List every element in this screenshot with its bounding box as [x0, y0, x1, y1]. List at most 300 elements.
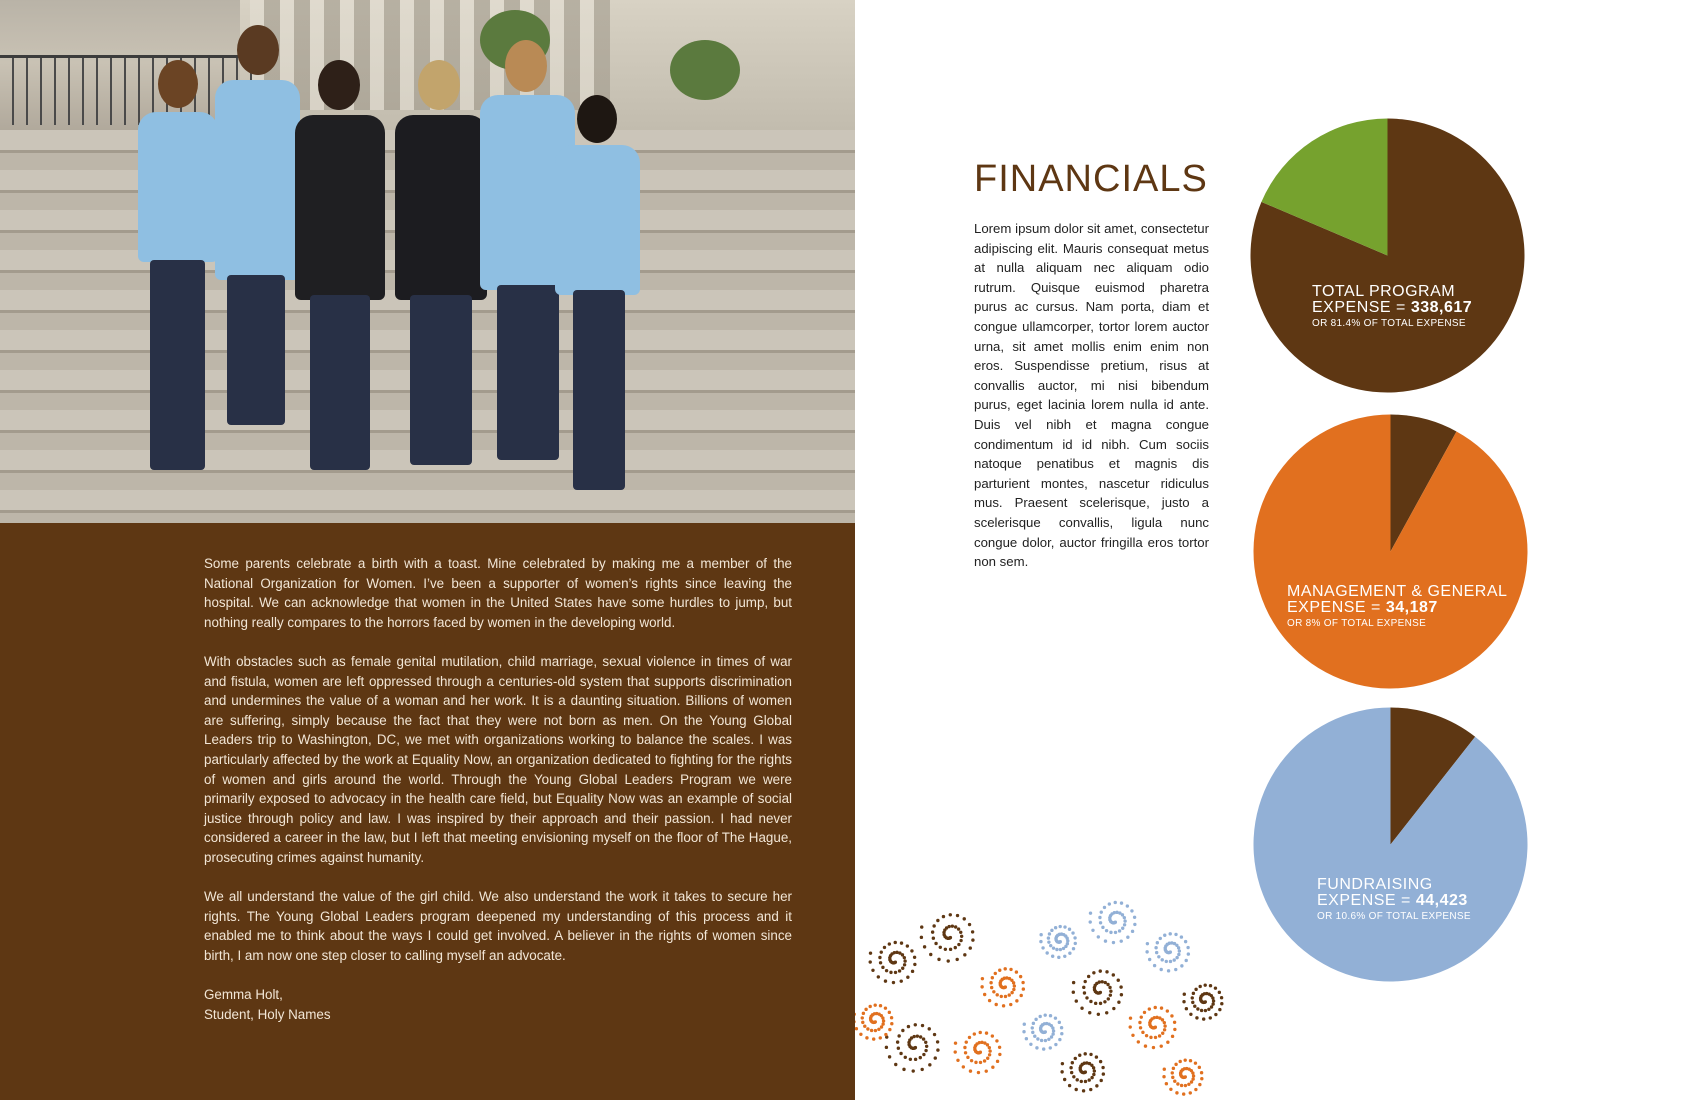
- swirl-dot: [877, 1028, 880, 1031]
- swirl-dot: [986, 1043, 989, 1046]
- swirl-dot: [1112, 941, 1115, 944]
- swirl-dot: [1090, 1076, 1093, 1079]
- swirl-dot: [906, 944, 909, 947]
- swirl-dot: [1112, 973, 1115, 976]
- swirl-dot: [1058, 1038, 1061, 1041]
- swirl-dot: [1072, 1075, 1075, 1078]
- swirl-dot: [1133, 916, 1136, 919]
- swirl-dot: [1220, 996, 1223, 999]
- pie-label: [1312, 284, 1472, 329]
- swirl-dot: [1174, 1063, 1177, 1066]
- swirl-dot: [1034, 1018, 1037, 1021]
- swirl-dot: [1088, 1078, 1091, 1081]
- swirl-dot: [1176, 1082, 1179, 1085]
- swirl-dot: [888, 1011, 891, 1014]
- swirl-dot: [963, 953, 966, 956]
- swirl-dot: [957, 943, 960, 946]
- swirl-dot: [954, 925, 957, 928]
- swirl-dot: [1054, 1043, 1057, 1046]
- swirl-dot: [931, 930, 934, 933]
- pie-value-label: 34,187: [1385, 599, 1438, 616]
- swirl-dot: [1054, 926, 1057, 929]
- swirl-dot: [1060, 1026, 1063, 1029]
- swirl-dot: [944, 948, 947, 951]
- swirl-dot: [1191, 1077, 1194, 1080]
- swirl-dot: [1084, 1080, 1087, 1083]
- swirl-dot: [1166, 1041, 1169, 1044]
- swirl-dot: [1178, 949, 1181, 952]
- swirl-dot: [1167, 969, 1170, 972]
- swirl-dot: [1031, 1026, 1034, 1029]
- swirl-dot: [1092, 971, 1095, 974]
- swirl-dot: [1141, 1031, 1144, 1034]
- swirl-dot: [924, 1041, 927, 1044]
- swirl-dot: [969, 946, 972, 949]
- swirl-dot: [939, 946, 942, 949]
- swirl-dot: [1183, 992, 1186, 995]
- swirl-dot: [894, 941, 897, 944]
- swirl-dot: [1154, 946, 1157, 949]
- swirl-dot: [1107, 997, 1110, 1000]
- swirl-dot: [934, 942, 937, 945]
- swirl-dot: [888, 942, 891, 945]
- story-paragraph: Some parents celebrate a birth with a toast. Mine celebrated by making me a member of the National Organization for Women. I’ve been a supporter of women’s rights since leaving the hospital. We can acknowledge that women in the United States have some hurdles to jump, but nothing really compares to the horrors faced by women in the developing world.: [204, 556, 792, 630]
- swirl-dot: [863, 1025, 866, 1028]
- swirl-dot: [1123, 919, 1126, 922]
- swirl-dot: [859, 1033, 862, 1036]
- swirl-dot: [932, 937, 935, 940]
- swirl-dot: [1075, 1088, 1078, 1091]
- swirl-dot: [1148, 1007, 1151, 1010]
- swirl-dot: [1009, 1003, 1012, 1006]
- swirl-dot: [911, 970, 914, 973]
- swirl-dot: [1040, 1039, 1043, 1042]
- swirl-dot: [1089, 920, 1092, 923]
- swirl-dot: [1189, 1091, 1192, 1094]
- swirl-dot: [1184, 1058, 1187, 1061]
- swirl-dot: [1029, 1043, 1032, 1046]
- swirl-dot: [1108, 902, 1111, 905]
- swirl-dot: [1192, 1074, 1195, 1077]
- swirl-dot: [1174, 933, 1177, 936]
- swirl-dot: [1212, 999, 1215, 1002]
- swirl-dot: [1057, 956, 1060, 959]
- swirl-dot: [1091, 929, 1094, 932]
- swirl-dot: [951, 924, 954, 927]
- swirl-dot: [959, 939, 962, 942]
- swirl-dot: [1195, 1016, 1198, 1019]
- swirl-dot: [885, 969, 888, 972]
- swirl-dot: [1038, 1015, 1041, 1018]
- swirl-dot: [966, 1056, 969, 1059]
- swirl-dot: [936, 1048, 939, 1051]
- swirl-dot: [899, 1052, 902, 1055]
- pie-label: [1287, 584, 1507, 629]
- swirl-dot: [947, 925, 950, 928]
- swirl-dot: [1059, 948, 1062, 951]
- swirl-dot: [1010, 991, 1013, 994]
- swirl-dot: [1182, 1000, 1185, 1003]
- swirl-dot: [1051, 1026, 1054, 1029]
- swirl-dot: [903, 959, 906, 962]
- swirl-dot: [1159, 937, 1162, 940]
- swirl-dot: [1041, 946, 1044, 949]
- swirl-dot: [1072, 981, 1075, 984]
- swirl-dot: [1184, 1084, 1187, 1087]
- swirl-dot: [1190, 1080, 1193, 1083]
- swirl-dot: [1152, 1046, 1155, 1049]
- swirl-dot: [880, 950, 883, 953]
- pie-percent-label: OR 10.6% OF TOTAL EXPENSE: [1317, 911, 1471, 922]
- swirl-dot: [928, 1027, 931, 1030]
- swirl-dot: [1187, 1083, 1190, 1086]
- swirl-dot: [1211, 1002, 1214, 1005]
- swirl-dot: [1169, 960, 1172, 963]
- swirl-dot: [1047, 940, 1050, 943]
- swirl-dot: [1153, 964, 1156, 967]
- swirl-dot: [1161, 1018, 1164, 1021]
- swirl-dot: [909, 1058, 912, 1061]
- swirl-dot: [881, 1016, 884, 1019]
- swirl-dot: [924, 1049, 927, 1052]
- swirl-dot: [1210, 1005, 1213, 1008]
- swirl-dot: [1169, 932, 1172, 935]
- pie-value-label: 338,617: [1410, 299, 1473, 316]
- swirl-dot: [883, 946, 886, 949]
- swirl-dot: [922, 1037, 925, 1040]
- swirl-dot: [901, 1029, 904, 1032]
- swirl-dot: [988, 1053, 991, 1056]
- swirl-dot: [874, 1029, 877, 1032]
- signature-title: Student, Holy Names: [204, 1006, 331, 1022]
- swirl-dot: [1074, 942, 1077, 945]
- swirl-dot: [1196, 1007, 1199, 1010]
- swirl-dot: [1209, 1016, 1212, 1019]
- swirl-dot: [1165, 960, 1168, 963]
- swirl-dot: [1068, 952, 1071, 955]
- swirl-dot: [959, 931, 962, 934]
- swirl-dot: [1173, 1028, 1176, 1031]
- swirl-dot: [874, 1003, 877, 1006]
- swirl-dot: [903, 956, 906, 959]
- pie-value-label: 44,423: [1415, 892, 1468, 909]
- swirl-dot: [1015, 999, 1018, 1002]
- swirl-dot: [1115, 911, 1118, 914]
- swirl-dot: [1145, 950, 1148, 953]
- swirl-dot: [1173, 958, 1176, 961]
- swirl-dot: [1171, 1035, 1174, 1038]
- swirl-dot: [1009, 968, 1012, 971]
- swirl-dot: [1102, 1072, 1105, 1075]
- swirl-dot: [992, 990, 995, 993]
- swirl-dot: [1172, 1067, 1175, 1070]
- swirl-dot: [890, 1022, 893, 1025]
- swirl-dot: [1099, 1060, 1102, 1063]
- swirl-dot: [901, 953, 904, 956]
- swirl-dot: [1161, 958, 1164, 961]
- swirl-dot: [1068, 928, 1071, 931]
- swirl-dot: [991, 1034, 994, 1037]
- swirl-dot: [897, 1034, 900, 1037]
- swirl-dot: [906, 976, 909, 979]
- swirl-dot: [1109, 989, 1112, 992]
- swirl-dot: [1143, 1011, 1146, 1014]
- swirl-dot: [1050, 1035, 1053, 1038]
- swirl-dot: [1092, 1073, 1095, 1076]
- swirl-dot: [954, 1050, 957, 1053]
- swirl-dot: [988, 1046, 991, 1049]
- swirl-dot: [995, 1003, 998, 1006]
- financials-body: Lorem ipsum dolor sit amet, consectetur adipiscing elit. Mauris consequat metus at nulla aliquam nec aliquam odio rutrum. Quisque euismod pharetra purus ac cursus. Nam porta, diam et congue ullamcorper, tortor lorem auctor urna, sit amet mollis enim enim non eros. Suspendisse pretium, risus at convallis auctor, mi nisi bibendum purus, eget lacinia lorem nulla id ante. Duis vel nibh et magna congue condimentum id id nibh. Cum sociis natoque penatibus et magnis dis parturient montes, nascetur ridiculus mus. Praesent scelerisque, justo a scelerisque convallis, ligula nunc congue dolor, auctor fringilla eros tortor non sem.: [974, 221, 1209, 570]
- swirl-dot: [1108, 986, 1111, 989]
- swirl-dot: [1120, 993, 1123, 996]
- swirl-dot: [1133, 923, 1136, 926]
- swirl-dot: [933, 1033, 936, 1036]
- swirl-dot: [928, 1063, 931, 1066]
- swirl-dot: [898, 969, 901, 972]
- swirl-dot: [1049, 1014, 1052, 1017]
- swirl-dot: [1004, 995, 1007, 998]
- swirl-dot: [1207, 1008, 1210, 1011]
- swirl-dot: [894, 971, 897, 974]
- swirl-dot: [1114, 901, 1117, 904]
- swirl-dot: [1146, 942, 1149, 945]
- swirl-dot: [855, 1027, 858, 1030]
- swirl-dot: [937, 958, 940, 961]
- swirl-dot: [998, 1053, 1001, 1056]
- swirl-dot: [936, 1040, 939, 1043]
- swirl-dot: [1070, 1071, 1073, 1074]
- swirl-dot: [1192, 992, 1195, 995]
- swirl-dot: [902, 1068, 905, 1071]
- swirl-dot: [1126, 936, 1129, 939]
- swirl-dot: [879, 961, 882, 964]
- swirl-dot: [1075, 999, 1078, 1002]
- swirl-dot: [1012, 981, 1015, 984]
- swirl-dot: [1073, 936, 1076, 939]
- swirl-dot: [1088, 1011, 1091, 1014]
- swirl-dot: [903, 963, 906, 966]
- pie-label-line2: [1312, 300, 1472, 316]
- swirl-dot: [870, 1029, 873, 1032]
- swirl-dot: [885, 1046, 888, 1049]
- swirl-dot: [1140, 1015, 1143, 1018]
- swirl-dot: [1156, 941, 1159, 944]
- swirl-dot: [971, 938, 974, 941]
- swirl-dot: [1022, 987, 1025, 990]
- swirl-dot: [1008, 993, 1011, 996]
- swirl-dot: [981, 977, 984, 980]
- swirl-dot: [1039, 933, 1042, 936]
- swirl-dot: [1112, 1007, 1115, 1010]
- swirl-dot: [1071, 931, 1074, 934]
- swirl-dot: [1044, 1013, 1047, 1016]
- swirl-dot: [866, 1027, 869, 1030]
- swirl-dot: [1214, 1013, 1217, 1016]
- swirl-dot: [991, 1066, 994, 1069]
- swirl-dot: [1138, 1021, 1141, 1024]
- swirl-dot: [996, 993, 999, 996]
- swirl-dot: [989, 981, 992, 984]
- swirl-dot: [998, 969, 1001, 972]
- swirl-dot: [1032, 1022, 1035, 1025]
- swirl-dot: [985, 1069, 988, 1072]
- swirl-dot: [1194, 988, 1197, 991]
- swirl-dot: [1180, 1084, 1183, 1087]
- swirl-dot: [861, 1021, 864, 1024]
- swirl-dot: [1063, 925, 1066, 928]
- swirl-dot: [869, 960, 872, 963]
- swirl-dot: [865, 1036, 868, 1039]
- swirl-dot: [1149, 1036, 1152, 1039]
- swirl-dot: [904, 1056, 907, 1059]
- swirl-dot: [1000, 995, 1003, 998]
- swirl-dot: [957, 927, 960, 930]
- swirl-dot: [871, 969, 874, 972]
- swirl-dot: [965, 1040, 968, 1043]
- swirl-dot: [1204, 1009, 1207, 1012]
- swirl-dot: [990, 986, 993, 989]
- swirl-dot: [1082, 1089, 1085, 1092]
- swirl-dot: [1002, 1004, 1005, 1007]
- swirl-dot: [1084, 1052, 1087, 1055]
- swirl-dot: [877, 975, 880, 978]
- pie-percent-label: OR 8% OF TOTAL EXPENSE: [1287, 618, 1427, 629]
- pie-label-line2: [1287, 600, 1507, 616]
- swirl-dot: [925, 1045, 928, 1048]
- swirl-dot: [1069, 1066, 1072, 1069]
- swirl-dot: [1052, 1029, 1055, 1032]
- swirl-dot: [1198, 1083, 1201, 1086]
- swirl-dot: [1072, 990, 1075, 993]
- pie-slice: [1254, 708, 1528, 982]
- swirl-dot: [968, 1036, 971, 1039]
- swirl-dot: [1033, 1035, 1036, 1038]
- swirl-dot: [1123, 916, 1126, 919]
- swirl-dot: [914, 1023, 917, 1026]
- swirl-dot: [1214, 986, 1217, 989]
- swirl-dot: [1101, 1066, 1104, 1069]
- swirl-dot: [1023, 1022, 1026, 1025]
- swirl-dot: [1194, 1061, 1197, 1064]
- swirl-dot: [1174, 968, 1177, 971]
- swirl-dot: [1173, 1080, 1176, 1083]
- swirl-dot: [1089, 1088, 1092, 1091]
- swirl-dot: [1022, 1030, 1025, 1033]
- swirl-dot: [1100, 910, 1103, 913]
- swirl-dot: [1177, 946, 1180, 949]
- swirl-dot: [1121, 927, 1124, 930]
- swirl-dot: [1054, 1016, 1057, 1019]
- story-paragraph: We all understand the value of the girl child. We also understand the work it takes to secure her rights. The Young Global Leaders program deepened my understanding of this process and it enabled me to think about the ways I could get involved. A believer in the rights of women since birth, I am now one step closer to calling myself an advocate.: [204, 889, 792, 963]
- swirl-dot: [1039, 940, 1042, 943]
- swirl-dot: [983, 1059, 986, 1062]
- swirl-dot: [1180, 935, 1183, 938]
- swirl-dot: [1185, 959, 1188, 962]
- swirl-dot: [1185, 1007, 1188, 1010]
- swirl-dot: [897, 1047, 900, 1050]
- swirl-dot: [1171, 1076, 1174, 1079]
- swirl-dot: [964, 1051, 967, 1054]
- swirl-dot: [878, 956, 881, 959]
- swirl-dot: [1163, 1021, 1166, 1024]
- swirl-dot: [1103, 906, 1106, 909]
- swirl-dot: [970, 1059, 973, 1062]
- swirl-dot: [1045, 951, 1048, 954]
- swirl-dot: [971, 930, 974, 933]
- swirl-dot: [1155, 1016, 1158, 1019]
- swirl-dot: [1158, 1034, 1161, 1037]
- swirl-dot: [932, 924, 935, 927]
- swirl-dot: [1163, 1067, 1166, 1070]
- swirl-dot: [1160, 1044, 1163, 1047]
- swirl-dot: [1191, 996, 1194, 999]
- swirl-dot: [869, 951, 872, 954]
- swirl-dot: [879, 1036, 882, 1039]
- swirl-dot: [1180, 964, 1183, 967]
- swirl-dot: [1191, 1001, 1194, 1004]
- swirl-dot: [855, 1020, 856, 1023]
- swirl-dot: [988, 999, 991, 1002]
- swirl-dot: [1191, 1071, 1194, 1074]
- swirl-dot: [1047, 936, 1050, 939]
- swirl-dot: [1031, 1031, 1034, 1034]
- swirl-dot: [880, 1025, 883, 1028]
- swirl-dot: [1117, 1001, 1120, 1004]
- swirl-dot: [1062, 947, 1065, 950]
- swirl-dot: [1157, 955, 1160, 958]
- swirl-dot: [1098, 916, 1101, 919]
- swirl-dot: [896, 1040, 899, 1043]
- swirl-dot: [1055, 948, 1058, 951]
- swirl-dot: [1095, 1055, 1098, 1058]
- pie-label-prefix: EXPENSE =: [1312, 299, 1411, 316]
- swirl-dot: [1068, 1084, 1071, 1087]
- pie-svg: [1250, 118, 1525, 393]
- swirl-dot: [1187, 952, 1190, 955]
- swirl-dot: [1109, 993, 1112, 996]
- swirl-dot: [1049, 944, 1052, 947]
- swirl-dot: [1061, 1062, 1064, 1065]
- swirl-dot: [889, 971, 892, 974]
- swirl-dot: [998, 1046, 1001, 1049]
- swirl-dot: [955, 958, 958, 961]
- swirl-dot: [1052, 946, 1055, 949]
- swirl-dot: [1051, 1032, 1054, 1035]
- swirl-dot: [900, 941, 903, 944]
- story-panel: [0, 523, 855, 1100]
- swirl-dot: [922, 1053, 925, 1056]
- swirl-dot: [1178, 1060, 1181, 1063]
- swirl-dot: [985, 1031, 988, 1034]
- swirl-dot: [929, 953, 932, 956]
- group-photo: [0, 0, 855, 523]
- swirl-dot: [890, 1016, 893, 1019]
- swirl-dot: [1200, 1071, 1203, 1074]
- swirl-dot: [1160, 1006, 1163, 1009]
- swirl-dot: [977, 1071, 980, 1074]
- swirl-dot: [1105, 970, 1108, 973]
- swirl-dot: [1121, 913, 1124, 916]
- swirl-dot: [1131, 1034, 1134, 1037]
- swirl-dot: [1163, 1028, 1166, 1031]
- pie-label-prefix: EXPENSE =: [1287, 599, 1386, 616]
- swirl-dot: [913, 956, 916, 959]
- swirl-dot: [1129, 1016, 1132, 1019]
- swirl-dot: [1198, 1066, 1201, 1069]
- swirl-dot: [1162, 1075, 1165, 1078]
- swirl-dot: [923, 945, 926, 948]
